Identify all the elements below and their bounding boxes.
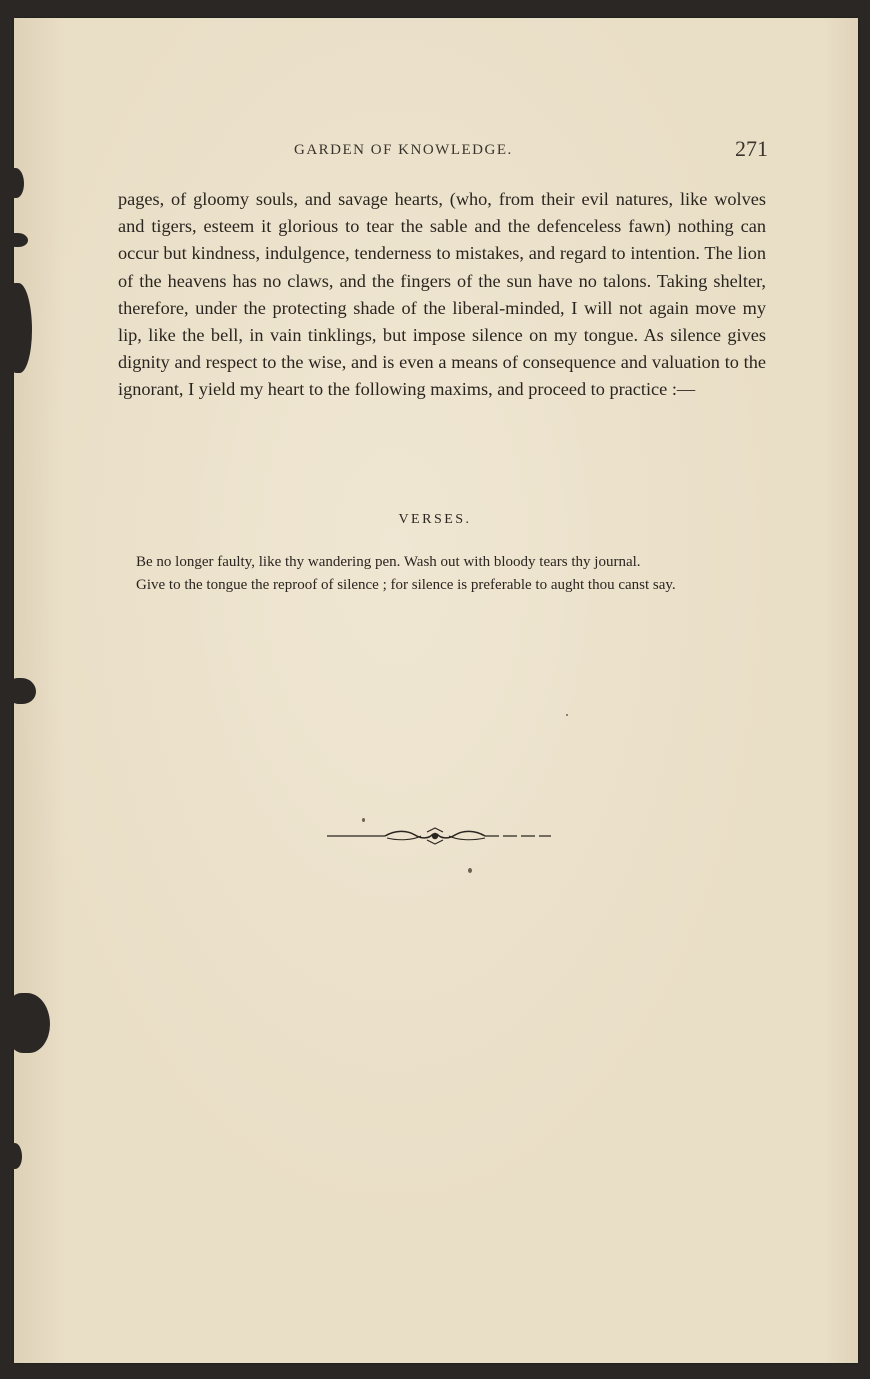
torn-edge	[8, 233, 28, 247]
page-number: 271	[735, 136, 768, 161]
ink-speck	[468, 868, 472, 873]
ink-speck	[566, 714, 568, 716]
verse-line: Be no longer faulty, like thy wandering pen. Wash out with bloody tears thy journal.	[136, 554, 641, 570]
verse-line: Give to the tongue the reproof of silence ; for silence is preferable to aught thou canst say.	[136, 577, 676, 593]
body-paragraph: pages, of gloomy souls, and savage hearts, (who, from their evil natures, like wolves and tigers, esteem it glorious to tear the sable and the defenceless fawn) nothing can occur but kindness, indulgence, tenderness to mistakes, and regard to intention. The lion of the heavens has no claws, and the fingers of the sun have no talons. Taking shelter, therefore, under the protecting shade of the liberal-minded, I will not again move my lip, like the bell, in vain tinklings, but impose silence on my tongue. As silence gives dignity and respect to the wise, and is even a means of consequence and valuation to the ignorant, I yield my heart to the following maxims, and proceed to practice :—	[118, 189, 766, 400]
ornament-rule-icon	[325, 826, 553, 846]
torn-edge	[8, 1143, 22, 1169]
running-head	[110, 136, 770, 164]
running-title: GARDEN OF KNOWLEDGE.	[294, 142, 513, 158]
ink-speck	[362, 818, 365, 822]
torn-edge	[8, 678, 36, 704]
verses-heading: VERSES.	[398, 512, 472, 527]
torn-edge	[6, 283, 32, 373]
body-text	[118, 186, 766, 404]
verses-list	[136, 553, 766, 599]
torn-edge	[8, 168, 24, 198]
torn-edge	[6, 993, 50, 1053]
